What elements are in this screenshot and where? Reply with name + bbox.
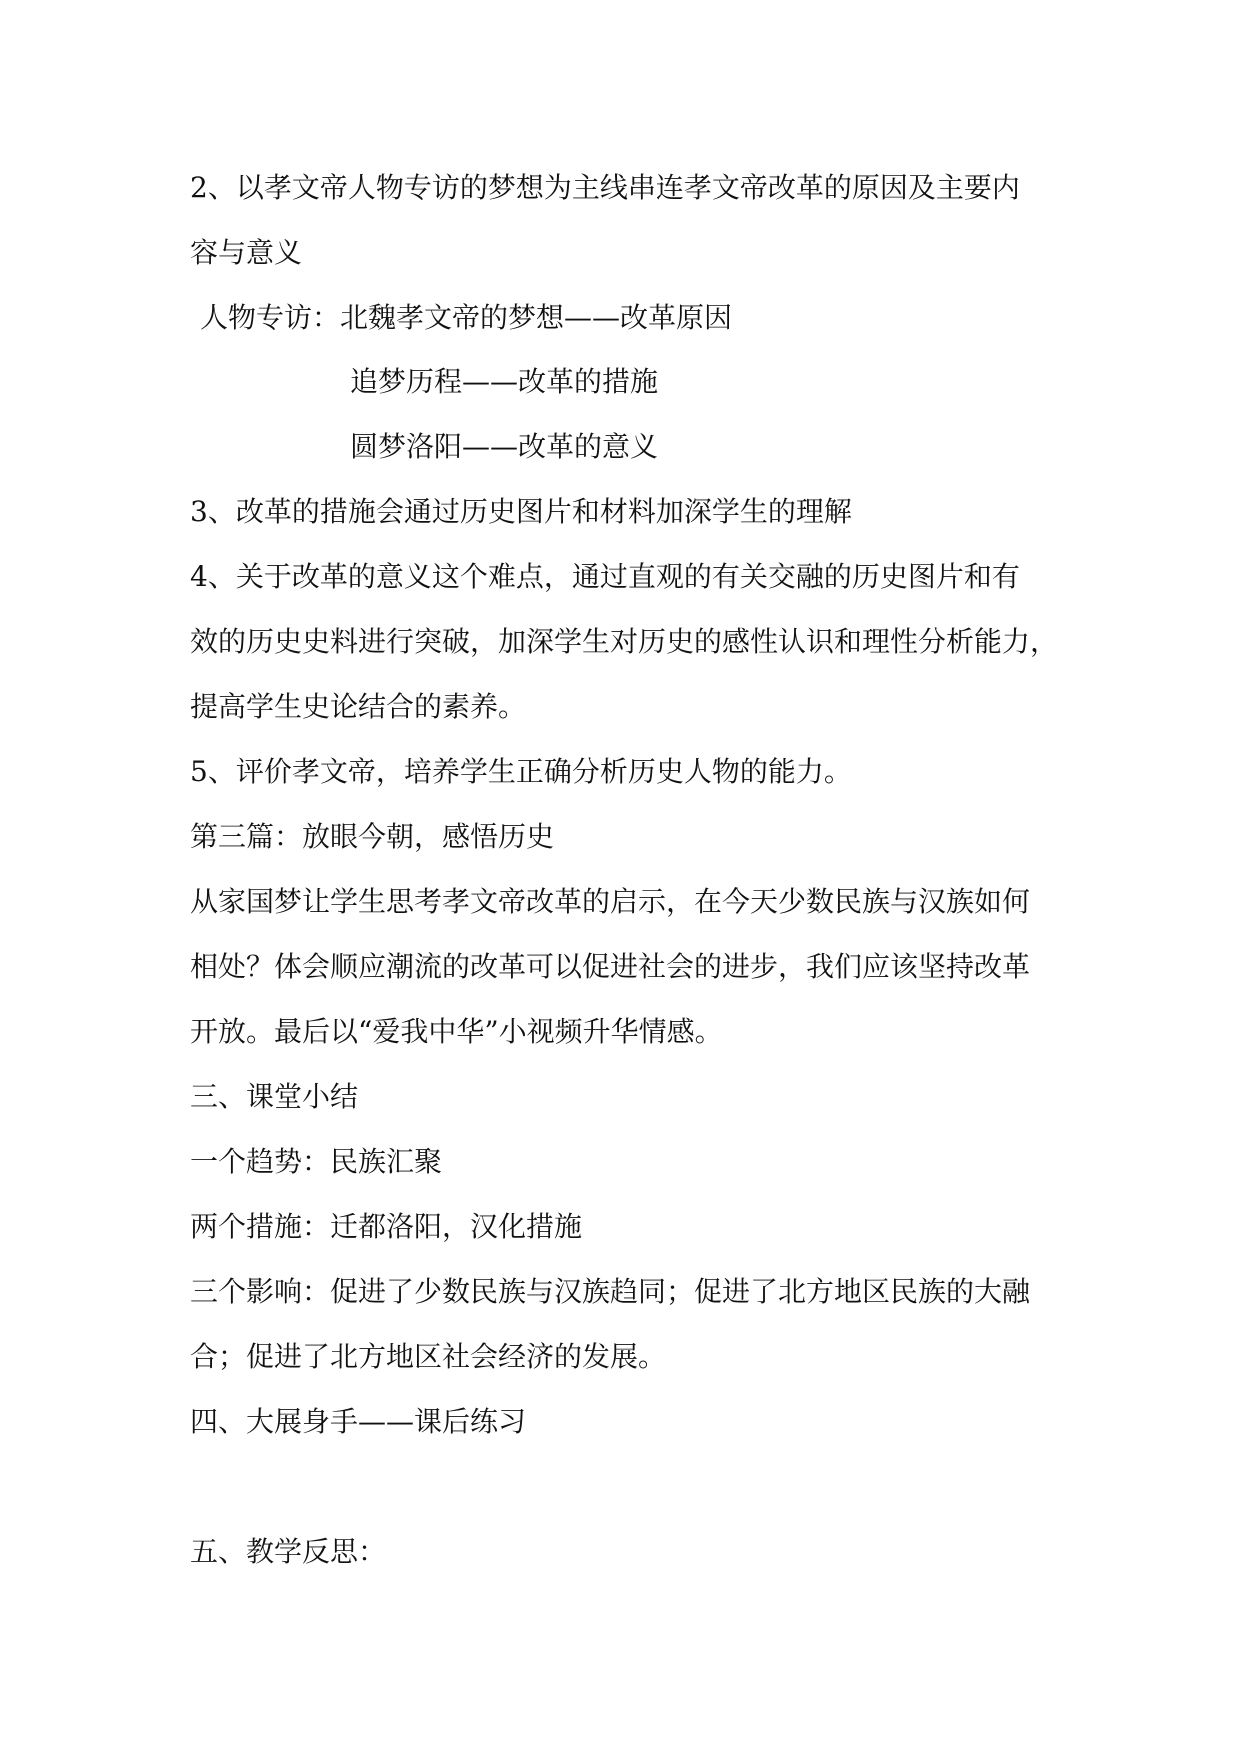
paragraph-4-line-3: 提高学生史论结合的素养。	[190, 690, 527, 723]
exercise-heading: 四、大展身手——课后练习	[190, 1405, 527, 1438]
summary-measures: 两个措施：迁都洛阳，汉化措施	[190, 1210, 583, 1243]
section-third-line-3: 开放。最后以“爱我中华”小视频升华情感。	[190, 1015, 723, 1048]
section-third-line-1: 从家国梦让学生思考孝文帝改革的启示，在今天少数民族与汉族如何	[190, 885, 1031, 918]
reflection-heading: 五、教学反思：	[190, 1535, 387, 1568]
paragraph-2-line-1: 2、以孝文帝人物专访的梦想为主线串连孝文帝改革的原因及主要内	[190, 171, 1020, 204]
paragraph-3: 3、改革的措施会通过历史图片和材料加深学生的理解	[190, 495, 852, 528]
summary-impacts-line-2: 合；促进了北方地区社会经济的发展。	[190, 1340, 667, 1373]
paragraph-4-line-1: 4、关于改革的意义这个难点，通过直观的有关交融的历史图片和有	[190, 560, 1020, 593]
section-third-line-2: 相处？体会顺应潮流的改革可以促进社会的进步，我们应该坚持改革	[190, 950, 1031, 983]
interview-sub-item-1: 追梦历程——改革的措施	[350, 365, 659, 398]
summary-impacts-line-1: 三个影响：促进了少数民族与汉族趋同；促进了北方地区民族的大融	[190, 1275, 1031, 1308]
section-third-heading: 第三篇：放眼今朝，感悟历史	[190, 820, 555, 853]
paragraph-4-line-2: 效的历史史料进行突破，加深学生对历史的感性认识和理性分析能力，	[190, 625, 1059, 658]
summary-trend: 一个趋势：民族汇聚	[190, 1145, 443, 1178]
summary-heading: 三、课堂小结	[190, 1080, 359, 1113]
interview-sub-item-2: 圆梦洛阳——改革的意义	[350, 430, 659, 463]
interview-heading-line: 人物专访：北魏孝文帝的梦想——改革原因	[200, 301, 733, 334]
paragraph-2-line-2: 容与意义	[190, 236, 303, 269]
paragraph-5: 5、评价孝文帝，培养学生正确分析历史人物的能力。	[190, 755, 852, 788]
